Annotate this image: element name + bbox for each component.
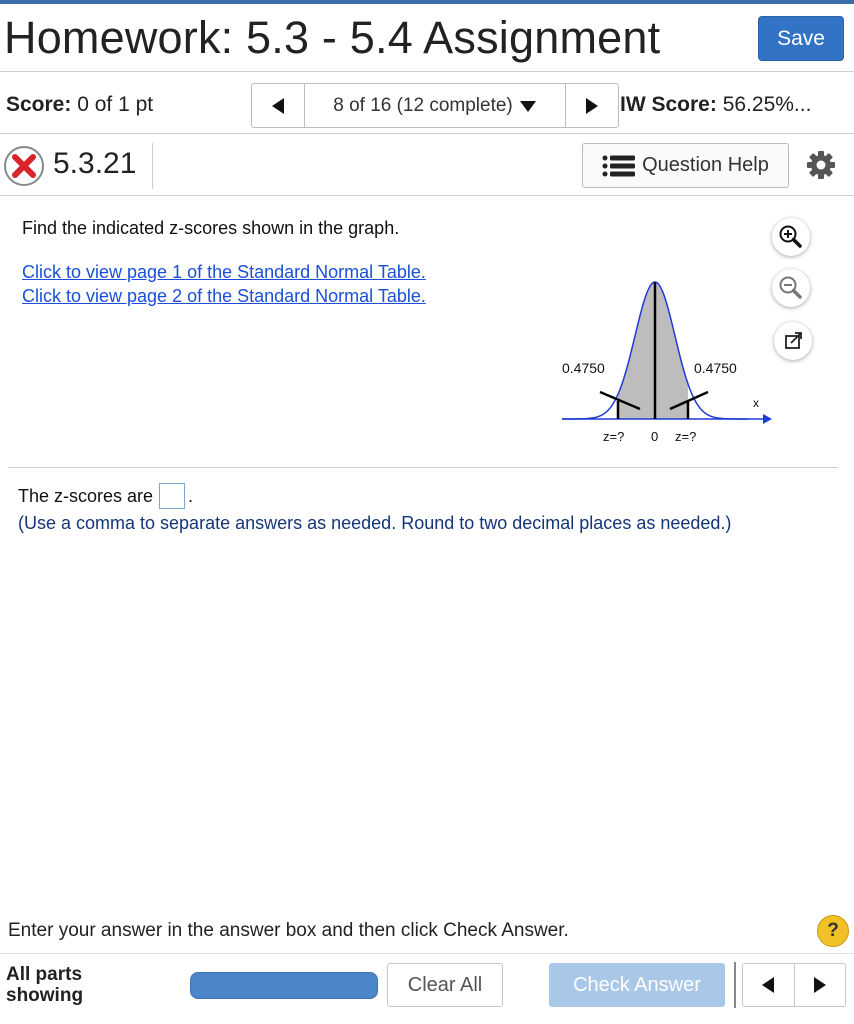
- standard-normal-table-page1-link[interactable]: Click to view page 1 of the Standard Normal Table.: [22, 262, 426, 282]
- footer-navigator: [742, 963, 846, 1007]
- external-window-icon: [774, 322, 812, 360]
- score-display: [6, 93, 153, 117]
- header-divider: [152, 143, 153, 189]
- standard-normal-table-page2-link[interactable]: Click to view page 2 of the Standard Normal Table.: [22, 286, 426, 306]
- zoom-in-button[interactable]: [772, 218, 810, 256]
- normal-curve-graph: [560, 270, 775, 450]
- page-title: Homework: 5.3 - 5.4 Assignment: [4, 12, 661, 63]
- title-bar: [0, 4, 854, 72]
- triangle-left-icon: [761, 976, 775, 994]
- content-divider: [8, 467, 838, 468]
- zoom-out-button[interactable]: [772, 269, 810, 307]
- zoom-in-icon: [772, 218, 810, 256]
- answer-instructions: (Use a comma to separate answers as needed. Round to two decimal places as needed.): [18, 513, 732, 533]
- question-navigator: [251, 83, 619, 128]
- question-selector-dropdown[interactable]: [304, 84, 566, 127]
- footer-message: Enter your answer in the answer box and then click Check Answer.: [8, 920, 569, 941]
- question-position: 8 of 16 (12 complete): [333, 94, 513, 116]
- triangle-left-icon: [271, 97, 285, 115]
- score-bar: [0, 73, 854, 134]
- check-answer-button[interactable]: Check Answer: [549, 963, 725, 1007]
- footer-next-button[interactable]: [795, 964, 846, 1006]
- tick-right-label: z=?: [675, 429, 697, 444]
- parts-status: All parts showing: [6, 964, 84, 1006]
- answer-input[interactable]: [159, 483, 185, 509]
- axis-arrow: [763, 414, 772, 424]
- chevron-down-icon: [519, 99, 537, 113]
- incorrect-icon: [4, 146, 44, 186]
- shaded-region: [618, 282, 688, 419]
- answer-suffix: .: [188, 485, 194, 506]
- gear-icon[interactable]: [806, 147, 836, 183]
- next-question-button[interactable]: [566, 84, 618, 127]
- hw-score-display: [620, 93, 811, 117]
- popout-button[interactable]: [774, 322, 812, 360]
- left-area-label: 0.4750: [562, 360, 605, 376]
- tick-left-label: z=?: [603, 429, 625, 444]
- footer-separator: [734, 962, 736, 1008]
- hw-score-label: IW Score:: [620, 93, 717, 116]
- answer-prefix: The z-scores are: [18, 485, 154, 506]
- question-number: 5.3.21: [53, 147, 137, 180]
- footer-previous-button[interactable]: [743, 964, 795, 1006]
- question-header: [0, 135, 854, 196]
- hw-score-value: 56.25%...: [722, 93, 812, 116]
- triangle-right-icon: [585, 97, 599, 115]
- previous-question-button[interactable]: [252, 84, 304, 127]
- help-button[interactable]: ?: [817, 915, 849, 947]
- question-help-label: Question Help: [642, 154, 769, 176]
- zoom-out-icon: [772, 269, 810, 307]
- score-value: 0 of 1 pt: [77, 93, 154, 116]
- score-label: Score:: [6, 93, 72, 116]
- list-icon: [602, 154, 636, 178]
- save-button[interactable]: Save: [758, 16, 844, 61]
- triangle-right-icon: [813, 976, 827, 994]
- footer-divider: [0, 953, 854, 954]
- parts-progress-bar: [190, 972, 378, 999]
- question-help-button[interactable]: [582, 143, 789, 188]
- answer-line: [18, 483, 193, 509]
- tick-center-label: 0: [651, 429, 659, 444]
- right-area-label: 0.4750: [694, 360, 737, 376]
- question-prompt: Find the indicated z-scores shown in the graph.: [22, 218, 400, 238]
- axis-x-label: x: [753, 396, 759, 410]
- clear-all-button[interactable]: Clear All: [387, 963, 503, 1007]
